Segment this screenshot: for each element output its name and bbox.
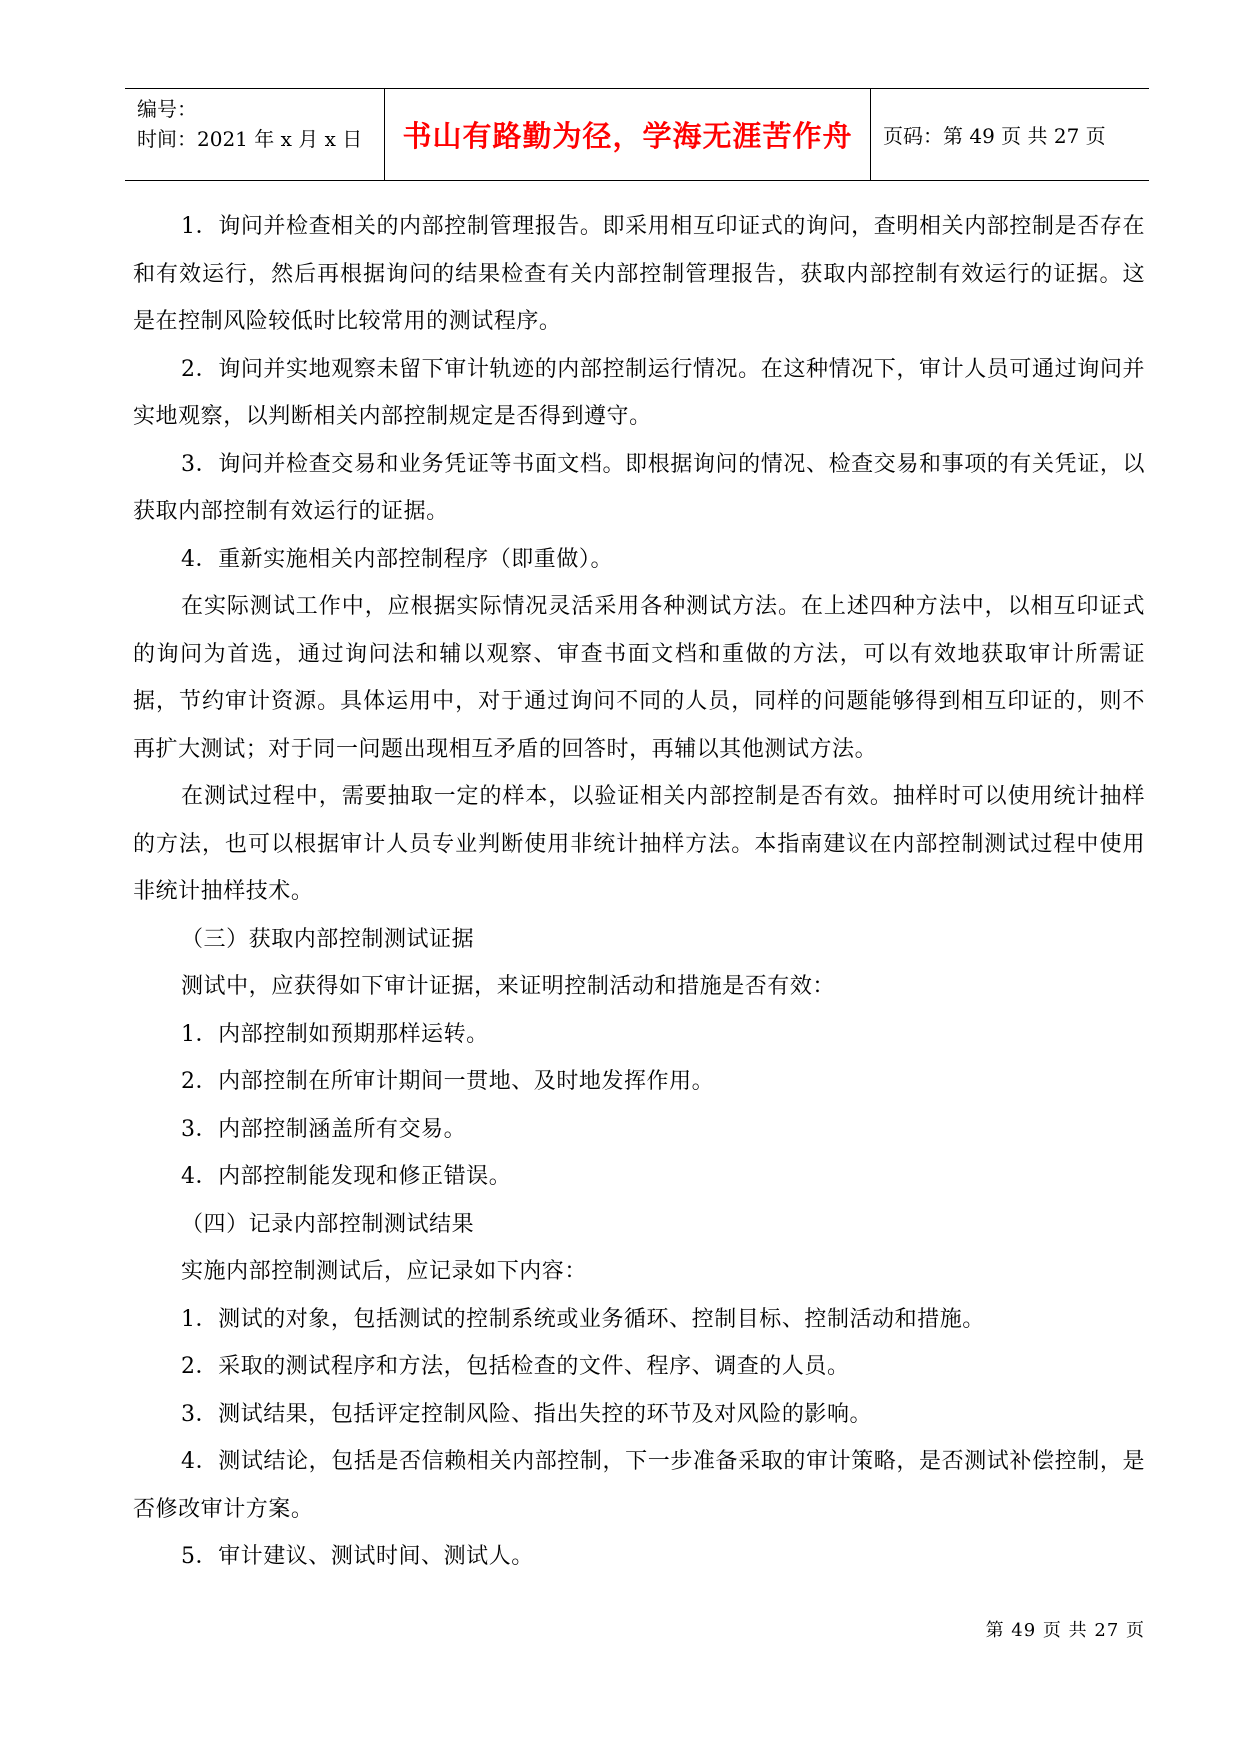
paragraph: 4．重新实施相关内部控制程序（即重做）。 (181, 546, 613, 572)
paragraph: 实施内部控制测试后，应记录如下内容： (181, 1259, 587, 1284)
list-item: 1．内部控制如预期那样运转。 (181, 1021, 489, 1047)
paragraph: 测试中，应获得如下审计证据，来证明控制活动和措施是否有效： (181, 974, 835, 999)
paragraph: 在测试过程中，需要抽取一定的样本，以验证相关内部控制是否有效。抽样时可以使用统计抽样的方法，也可以根据审计人员专业判断使用非统计抽样方法。本指南建议在内部控制测试过程中使用非统计抽样技术。 (133, 784, 1145, 904)
section-heading: （四）记录内部控制测试结果 (181, 1211, 475, 1237)
list-item: 4．测试结论，包括是否信赖相关内部控制，下一步准备采取的审计策略，是否测试补偿控制，是否修改审计方案。 (133, 1449, 1145, 1522)
header-page-number: 页码：第 49 页 共 27 页 (883, 124, 1106, 148)
document-number-label: 编号： (137, 97, 197, 121)
paragraph: 3．询问并检查交易和业务凭证等书面文档。即根据询问的情况、检查交易和事项的有关凭证，以获取内部控制有效运行的证据。 (133, 451, 1145, 524)
list-item: 1．测试的对象，包括测试的控制系统或业务循环、控制目标、控制活动和措施。 (181, 1306, 985, 1332)
document-body (133, 203, 1145, 1581)
list-item: 2．采取的测试程序和方法，包括检查的文件、程序、调查的人员。 (181, 1354, 850, 1379)
list-item: 4．内部控制能发现和修正错误。 (181, 1164, 512, 1189)
list-item: 3．内部控制涵盖所有交易。 (181, 1116, 467, 1142)
list-item: 5．审计建议、测试时间、测试人。 (181, 1544, 534, 1569)
document-date-label: 时间：2021 年 x 月 x 日 (137, 127, 363, 151)
list-item: 2．内部控制在所审计期间一贯地、及时地发挥作用。 (181, 1069, 715, 1094)
header-table (125, 88, 1149, 181)
paragraph: 2．询问并实地观察未留下审计轨迹的内部控制运行情况。在这种情况下，审计人员可通过询问并实地观察，以判断相关内部控制规定是否得到遵守。 (133, 356, 1145, 429)
header-motto: 书山有路勤为径，学海无涯苦作舟 (385, 89, 871, 180)
section-heading: （三）获取内部控制测试证据 (181, 926, 475, 952)
header-info-cell (125, 89, 385, 180)
paragraph: 在实际测试工作中，应根据实际情况灵活采用各种测试方法。在上述四种方法中，以相互印证式的询问为首选，通过询问法和辅以观察、审查书面文档和重做的方法，可以有效地获取审计所需证据，节约审计资源。具体运用中，对于通过询问不同的人员，同样的问题能够得到相互印证的，则不再扩大测试；对于同一问题出现相互矛盾的回答时，再辅以其他测试方法。 (133, 594, 1145, 762)
footer-page-number: 第 49 页 共 27 页 (985, 1620, 1145, 1641)
list-item: 3．测试结果，包括评定控制风险、指出失控的环节及对风险的影响。 (181, 1401, 873, 1427)
paragraph: 1．询问并检查相关的内部控制管理报告。即采用相互印证式的询问，查明相关内部控制是否存在和有效运行，然后再根据询问的结果检查有关内部控制管理报告，获取内部控制有效运行的证据。这是在控制风险较低时比较常用的测试程序。 (133, 214, 1145, 334)
